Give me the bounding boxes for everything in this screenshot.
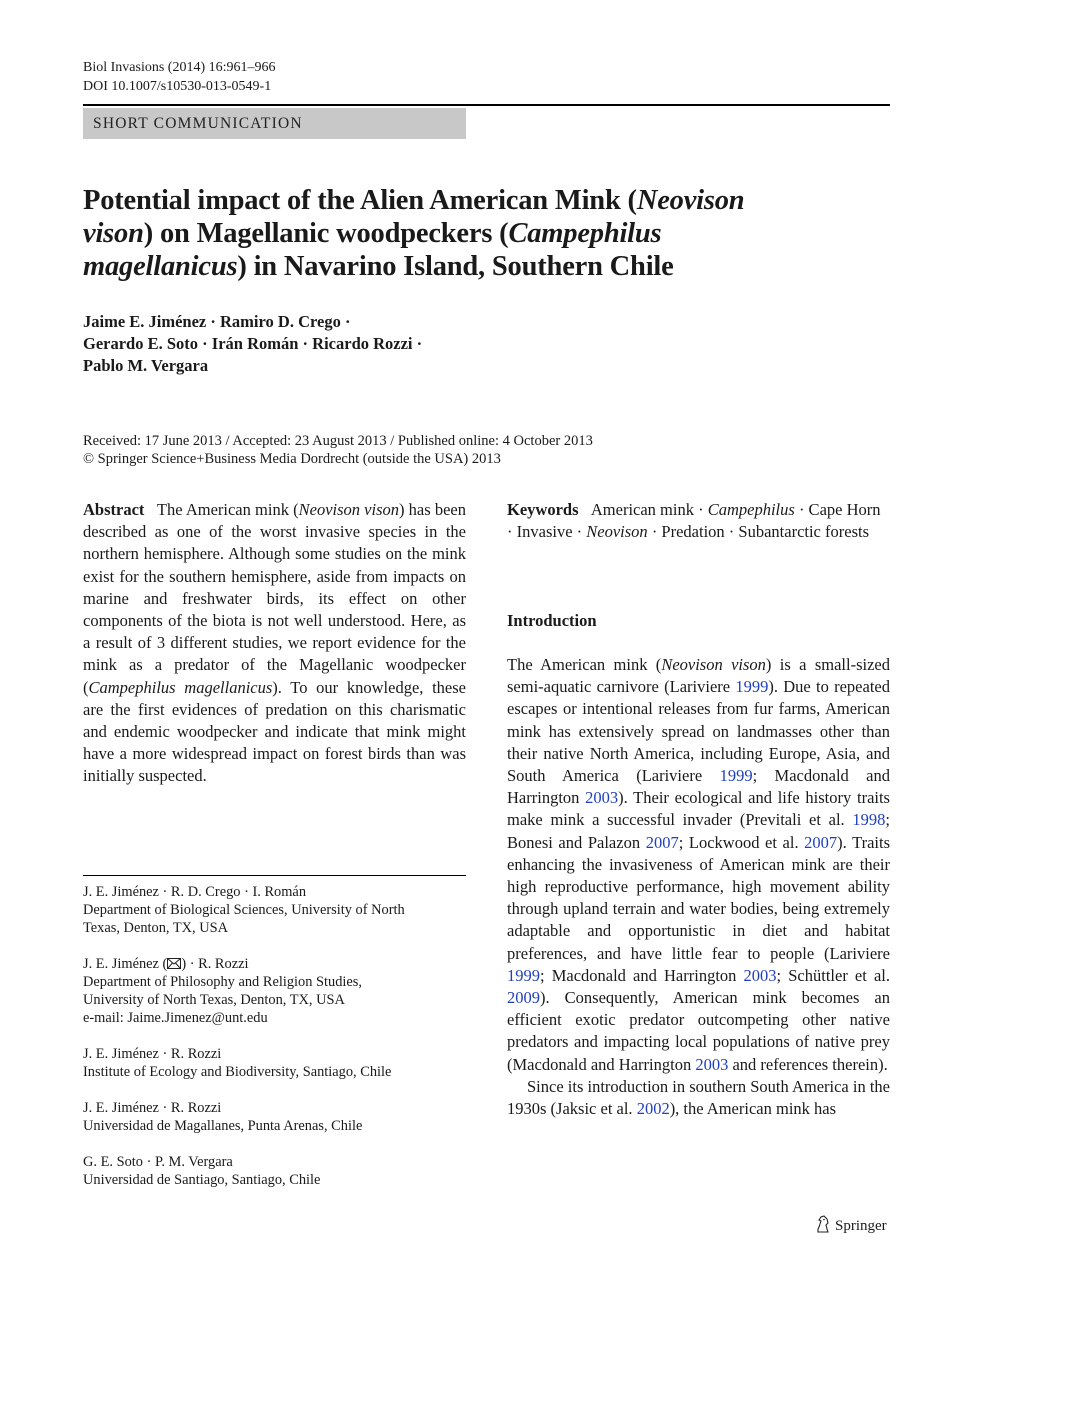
citation-link[interactable]: 2003 [695, 1054, 729, 1074]
title-line-2: vison) on Magellanic woodpeckers (Campephilus [83, 218, 662, 249]
author-line-2: Gerardo E. Soto · Irán Román · Ricardo Rozzi · [83, 334, 423, 353]
article-history [83, 432, 593, 468]
citation-link[interactable]: 2003 [585, 788, 619, 808]
affiliation-rule [83, 875, 466, 876]
citation-link[interactable]: 2002 [636, 1099, 670, 1119]
author-list [83, 311, 422, 377]
copyright-line: © Springer Science+Business Media Dordrecht (outside the USA) 2013 [83, 451, 501, 467]
corresponding-email[interactable]: e-mail: Jaime.Jimenez@unt.edu [83, 1010, 268, 1026]
intro-paragraph-1: The American mink (Neovison vison) is a small-sized semi-aquatic carnivore (Lariviere 1999). Due to repeated escapes or intentional releases from fur farms, American mink has extensively spread on landmasses other than their native North America, including Europe, Asia, and South America (Lariviere 1999; Macdonald and Harrington 2003). Their ecological and life history traits make mink a successful invader (Previtali et al. 1998; Bonesi and Palazon 2007; Lockwood et al. 2007). Traits enhancing the invasiveness of American mink are their high reproductive performance, high movement ability through upland terrain and water bodies, being extremely adaptable and opportunistic in diet and habitat preferences, and have little fear to people (Lariviere 1999; Macdonald and Harrington 2003; Schüttler et al. 2009). Consequently, American mink becomes an efficient exotic predator outcompeting other native predators and impacting local populations of native prey (Macdonald and Harrington 2003 and references therein). [507, 655, 890, 1074]
abstract-label: Abstract [83, 500, 145, 519]
introduction-heading: Introduction [507, 611, 597, 630]
publisher-footer [815, 1215, 887, 1235]
citation-link[interactable]: 1999 [719, 766, 753, 786]
citation-link[interactable]: 1999 [735, 677, 769, 697]
keywords-label: Keywords [507, 500, 579, 519]
keywords: Keywords American mink · Campephilus · Cape Horn · Invasive · Neovison · Predation · Subantarctic forests [507, 500, 881, 542]
affiliation-4: J. E. Jiménez · R. Rozzi Universidad de Magallanes, Punta Arenas, Chile [83, 1100, 363, 1134]
citation-link[interactable]: 1999 [507, 965, 540, 985]
intro-paragraph-2: Since its introduction in southern South America in the 1930s (Jaksic et al. 2002), the American mink has [507, 1076, 890, 1119]
affiliation-3: J. E. Jiménez · R. Rozzi Institute of Ecology and Biodiversity, Santiago, Chile [83, 1046, 392, 1080]
author-line-3: Pablo M. Vergara [83, 356, 209, 375]
affiliation-2: J. E. Jiménez ( ) · R. Rozzi Department of Philosophy and Religion Studies, University of North Texas, Denton, TX, USA e-mail: Jaime.Jimenez@unt.edu [83, 955, 466, 1027]
affiliations [83, 883, 466, 1207]
title-line-3: magellanicus) in Navarino Island, Southern Chile [83, 251, 674, 282]
springer-knight-icon [815, 1215, 831, 1233]
publisher-name: Springer [835, 1218, 887, 1234]
author-line-1: Jaime E. Jiménez · Ramiro D. Crego · [83, 312, 351, 331]
title-line-1: Potential impact of the Alien American Mink (Neovison [83, 185, 745, 216]
affiliation-1: J. E. Jiménez · R. D. Crego · I. Román Department of Biological Sciences, University of North Texas, Denton, TX, USA [83, 884, 405, 936]
introduction-body [507, 654, 890, 1120]
doi: DOI 10.1007/s10530-013-0549-1 [83, 79, 272, 94]
publication-dates: Received: 17 June 2013 / Accepted: 23 August 2013 / Published online: 4 October 2013 [83, 433, 593, 449]
citation-link[interactable]: 1998 [852, 810, 886, 830]
citation-link[interactable]: 2007 [804, 832, 838, 852]
citation-link[interactable]: 2009 [507, 988, 540, 1008]
abstract: Abstract The American mink (Neovison vison) has been described as one of the worst invasive species in the northern hemisphere. Although some studies on the mink exist for the southern hemisphere, aside from impacts on marine and freshwater birds, its effect on other components of the biota is not well understood. Here, as a result of 3 different studies, we report evidence for the mink as a predator of the Magellanic woodpecker (Campephilus magellanicus). To our knowledge, these are the first evidences of predation on this charismatic and endemic woodpecker and indicate that mink might have a more widespread impact on forest birds than was initially suspected. [83, 500, 466, 786]
section-type-label: SHORT COMMUNICATION [93, 115, 303, 132]
journal-citation: Biol Invasions (2014) 16:961–966 [83, 60, 276, 75]
affiliation-5: G. E. Soto · P. M. Vergara Universidad de Santiago, Santiago, Chile [83, 1154, 321, 1188]
envelope-icon [167, 958, 181, 969]
citation-link[interactable]: 2003 [743, 965, 777, 985]
header-rule [83, 104, 890, 106]
article-title [83, 184, 863, 283]
citation-link[interactable]: 2007 [645, 832, 679, 852]
section-type-band [83, 108, 466, 139]
